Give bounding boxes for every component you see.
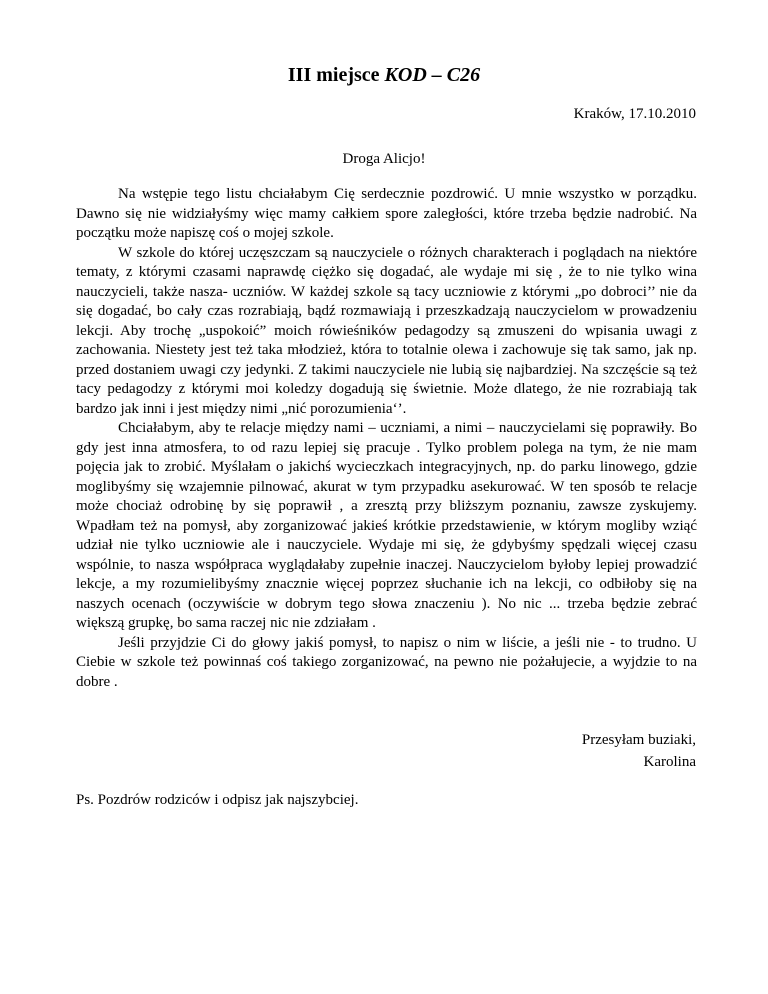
closing-line: Przesyłam buziaki, bbox=[581, 732, 696, 748]
date-line: Kraków, 17.10.2010 bbox=[573, 106, 696, 122]
closing-block bbox=[582, 729, 696, 773]
signature: Karolina bbox=[643, 754, 696, 770]
greeting: Droga Alicjo! bbox=[342, 151, 426, 167]
letter-body bbox=[76, 185, 697, 692]
paragraph: Na wstępie tego listu chciałabym Cię serdecznie pozdrowić. U mnie wszystko w porządku. Dawno się nie widziałyśmy więc mamy całkiem spore zaległości, które trzeba będzie nadrobić. Na początku może napiszę coś o mojej szkole. bbox=[76, 186, 697, 241]
postscript: Ps. Pozdrów rodziców i odpisz jak najszybciej. bbox=[76, 792, 359, 808]
paragraph: Jeśli przyjdzie Ci do głowy jakiś pomysł, to napisz o nim w liście, a jeśli nie - to trudno. U Ciebie w szkole też powinnaś coś takiego zorganizować, na pewno nie pożałujecie, a wyjdzie to na dobre . bbox=[76, 634, 697, 690]
title-code: KOD – C26 bbox=[384, 64, 481, 86]
page-title bbox=[0, 62, 768, 88]
paragraph: W szkole do której uczęszczam są nauczyciele o różnych charakterach i poglądach na niektóre tematy, z którymi czasami naprawdę ciężko się dogadać, ale wydaje mi się , że to nie tylko wina nauczycieli, także nasza- uczniów. W każdej szkole są tacy uczniowie z którymi „po dobroci’’ nie da się dogadać, bo cały czas rozrabiają, bądź rozmawiają i przeszkadzają nauczycielom w prowadzeniu lekcji. Aby trochę „uspokoić” moich rówieśników pedagodzy są zmuszeni do wpisania uwagi z zachowania. Niestety jest też taka młodzież, która to totalnie olewa i zachowuje się tak samo, jak np. przed dostaniem uwagi czy jedynki. Z takimi nauczyciele nie lubią się najbardziej. Na szczęście są też tacy pedagodzy z którymi moi koledzy dogadują się świetnie. Może dlatego, że nie rozrabiają tak bardzo jak inni i jest między nimi „nić porozumienia‘’. bbox=[76, 244, 697, 417]
paragraph: Chciałabym, aby te relacje między nami – uczniami, a nimi – nauczycielami się poprawiły. Bo gdy jest inna atmosfera, to od razu lepiej się pracuje . Tylko problem polega na tym, że nie mam pojęcia jak to zrobić. Myślałam o jakichś wycieczkach integracyjnych, np. do parku linowego, gdzie moglibyśmy się wzajemnie pilnować, akurat w tym przypadku asekurować. W ten sposób te relacje może chociaż odrobinę by się poprawił , a zresztą przy bliższym poznaniu, zawsze zyskujemy. Wpadłam też na pomysł, aby zorganizować jakieś krótkie przedstawienie, w którym mogliby wziąć udział nie tylko uczniowie ale i nauczyciele. Wydaje mi się, że gdybyśmy spędzali więcej czasu wspólnie, to nasza współpraca wyglądałaby zupełnie inaczej. Nauczycielom byłoby lepiej prowadzić lekcje, a my rozumielibyśmy znacznie więcej poprzez słuchanie ich na lekcji, co odbiłoby się na naszych ocenach (oczywiście w dobrym tego słowa znaczeniu ). No nic ... trzeba będzie zebrać większą grupkę, bo sama raczej nic nie zdziałam . bbox=[76, 420, 697, 631]
title-prefix: III miejsce bbox=[287, 64, 385, 86]
